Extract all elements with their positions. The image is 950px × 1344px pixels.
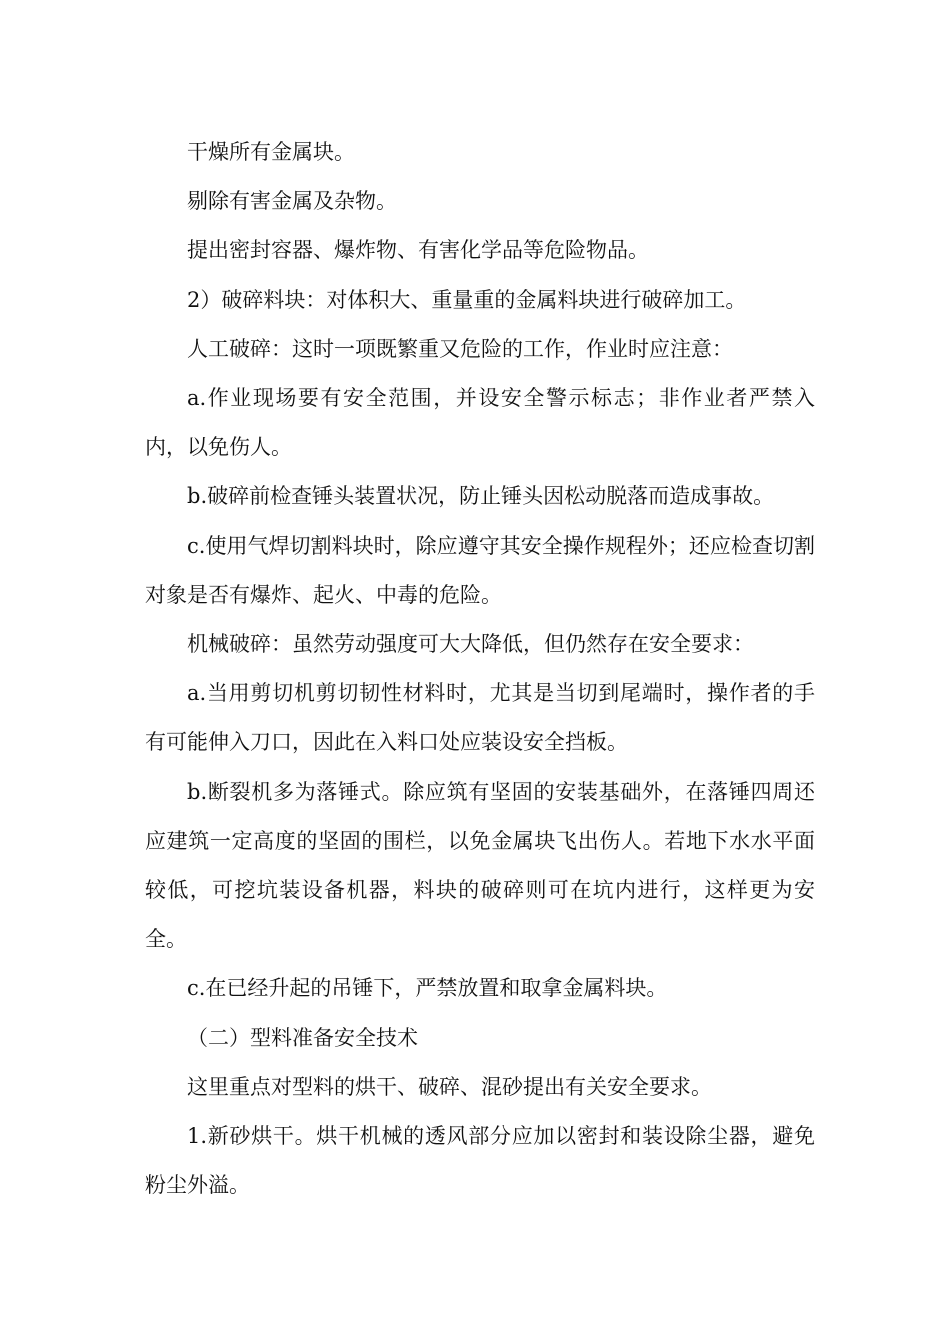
paragraph-mechanical-b: b.断裂机多为落锤式。除应筑有坚固的安装基础外，在落锤四周还应建筑一定高度的坚固的围栏，以免金属块飞出伤人。若地下水水平面较低，可挖坑装设备机器，料块的破碎则可在坑内进行，这样更为安全。 [145,779,815,952]
paragraph-manual-a: a.作业现场要有安全范围，并设安全警示标志；非作业者严禁入内，以免伤人。 [145,386,815,460]
paragraph-remove-dangerous: 提出密封容器、爆炸物、有害化学品等危险物品。 [187,238,649,263]
paragraph-manual-c: c.使用气焊切割料块时，除应遵守其安全操作规程外；还应检查切割对象是否有爆炸、起火、中毒的危险。 [145,533,815,607]
paragraph-sand-drying: 1.新砂烘干。烘干机械的透风部分应加以密封和装设除尘器，避免粉尘外溢。 [145,1124,815,1198]
paragraph-dry-metal: 干燥所有金属块。 [187,140,355,164]
section-heading: （二）型料准备安全技术 [187,1025,418,1050]
paragraph-mechanical-a: a.当用剪切机剪切韧性材料时，尤其是当切到尾端时，操作者的手有可能伸入刀口，因此在入料口处应装设安全挡板。 [145,681,815,755]
paragraph-manual-crushing: 人工破碎：这时一项既繁重又危险的工作，作业时应注意： [187,336,733,361]
paragraph-remove-harmful: 剔除有害金属及杂物。 [187,189,397,214]
paragraph-crushing-blocks: 2）破碎料块：对体积大、重量重的金属料块进行破碎加工。 [187,287,747,312]
document-body [145,128,815,1210]
paragraph-section-intro: 这里重点对型料的烘干、破碎、混砂提出有关安全要求。 [187,1074,712,1099]
paragraph-mechanical-c: c.在已经升起的吊锤下，严禁放置和取拿金属料块。 [187,976,668,1001]
paragraph-mechanical-crushing: 机械破碎：虽然劳动强度可大大降低，但仍然存在安全要求： [187,632,754,657]
paragraph-manual-b: b.破碎前检查锤头装置状况，防止锤头因松动脱落而造成事故。 [187,484,775,509]
